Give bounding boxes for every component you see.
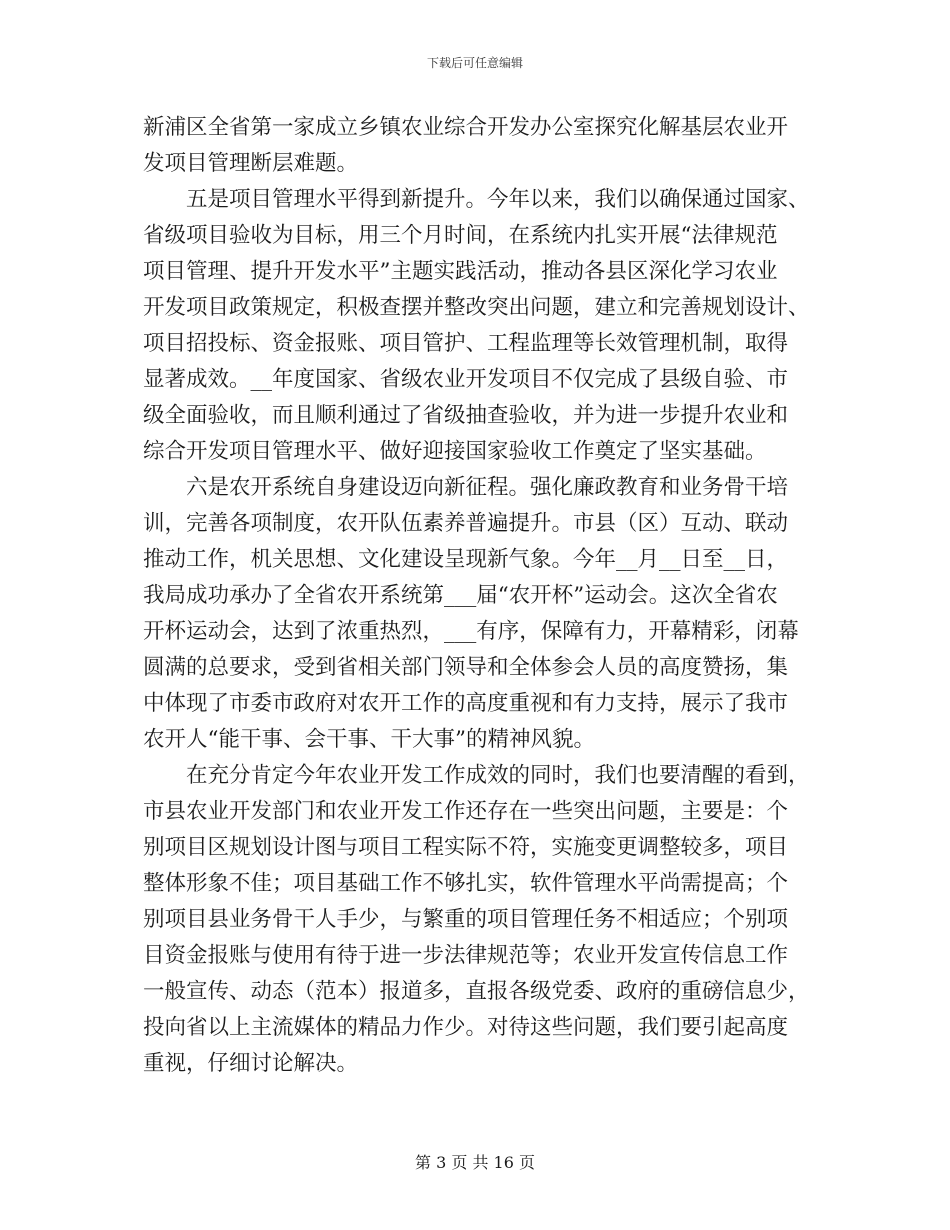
text-line: 目资金报账与使用有待于进一步法律规范等；农业开发宣传信息工作 bbox=[143, 943, 789, 968]
text-line: 项目管理、提升开发水平”主题实践活动，推动各县区深化学习农业 bbox=[143, 259, 778, 284]
text-line: 别项目县业务骨干人手少，与繁重的项目管理任务不相适应；个别项 bbox=[143, 907, 789, 932]
text-line: 五是项目管理水平得到新提升。今年以来，我们以确保通过国家、 bbox=[143, 187, 810, 212]
text-line: 开发项目政策规定，积极查摆并整改突出问题，建立和完善规划设计、 bbox=[143, 295, 810, 320]
page-header: 下载后可任意编辑 bbox=[426, 56, 523, 70]
text-line: 新浦区全省第一家成立乡镇农业综合开发办公室探究化解基层农业开 bbox=[143, 115, 789, 140]
page-number-footer: 第 3 页 共 16 页 bbox=[415, 1153, 535, 1172]
text-line: 训，完善各项制度，农开队伍素养普遍提升。市县（区）互动、联动 bbox=[143, 511, 789, 536]
text-line: 圆满的总要求，受到省相关部门领导和全体参会人员的高度赞扬，集 bbox=[143, 655, 789, 680]
text-line: 重视，仔细讨论解决。 bbox=[143, 1051, 359, 1076]
text-line: 显著成效。__年度国家、省级农业开发项目不仅完成了县级自验、市 bbox=[143, 367, 789, 392]
document-body bbox=[143, 110, 815, 1082]
text-line: 整体形象不佳；项目基础工作不够扎实，软件管理水平尚需提高；个 bbox=[143, 871, 789, 896]
text-line: 在充分肯定今年农业开发工作成效的同时，我们也要清醒的看到， bbox=[143, 763, 810, 788]
text-line: 市县农业开发部门和农业开发工作还存在一些突出问题，主要是：个 bbox=[143, 799, 789, 824]
text-line: 别项目区规划设计图与项目工程实际不符，实施变更调整较多，项目 bbox=[143, 835, 789, 860]
text-line: 综合开发项目管理水平、做好迎接国家验收工作奠定了坚实基础。 bbox=[143, 439, 767, 464]
text-line: 省级项目验收为目标，用三个月时间，在系统内扎实开展“法律规范 bbox=[143, 223, 778, 248]
text-line: 投向省以上主流媒体的精品力作少。对待这些问题，我们要引起高度 bbox=[143, 1015, 789, 1040]
text-line: 项目招投标、资金报账、项目管护、工程监理等长效管理机制，取得 bbox=[143, 331, 789, 356]
text-line: 六是农开系统自身建设迈向新征程。强化廉政教育和业务骨干培 bbox=[143, 475, 789, 500]
text-line: 推动工作，机关思想、文化建设呈现新气象。今年__月__日至__日， bbox=[143, 547, 789, 572]
text-line: 中体现了市委市政府对农开工作的高度重视和有力支持，展示了我市 bbox=[143, 691, 789, 716]
text-line: 我局成功承办了全省农开系统第___届“农开杯”运动会。这次全省农 bbox=[143, 583, 778, 608]
text-line: 发项目管理断层难题。 bbox=[143, 151, 359, 176]
text-line: 一般宣传、动态（范本）报道多，直报各级党委、政府的重磅信息少， bbox=[143, 979, 810, 1004]
text-line: 开杯运动会，达到了浓重热烈，___有序，保障有力，开幕精彩，闭幕 bbox=[143, 619, 799, 644]
text-line: 农开人“能干事、会干事、干大事”的精神风貌。 bbox=[143, 727, 595, 752]
text-line: 级全面验收，而且顺利通过了省级抽查验收，并为进一步提升农业和 bbox=[143, 403, 789, 428]
